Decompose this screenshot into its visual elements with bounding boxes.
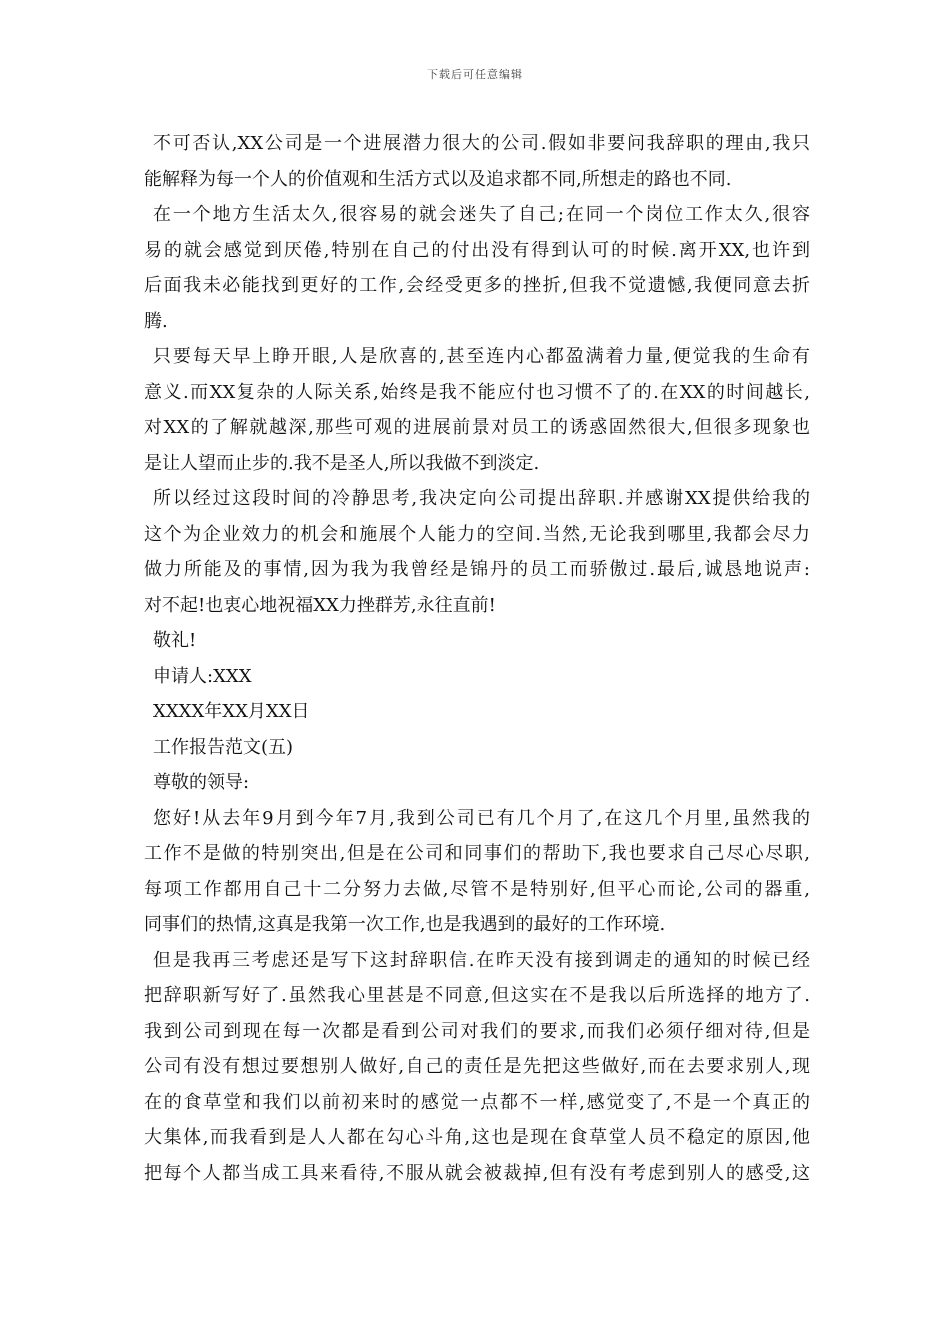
text-line: 所以经过这段时间的冷静思考,我决定向公司提出辞职.并感谢XX提供给我的 [153,488,810,509]
text-line: 对XX的了解就越深,那些可观的进展前景对员工的诱惑固然很大,但很多现象也 [144,417,810,438]
document-body [144,126,810,1191]
text-line: 申请人:XXX [153,665,252,687]
text-line: 敬礼! [153,630,197,651]
text-line: 这个为企业效力的机会和施展个人能力的空间.当然,无论我到哪里,我都会尽力 [144,523,810,545]
text-line: 工作不是做的特别突出,但是在公司和同事们的帮助下,我也要求自己尽心尽职, [144,843,810,864]
text-line: 大集体,而我看到是人人都在勾心斗角,这也是现在食草堂人员不稳定的原因,他 [144,1127,810,1148]
text-line: 每项工作都用自己十二分努力去做,尽管不是特别好,但平心而论,公司的器重, [144,878,810,900]
text-line: 能解释为每一个人的价值观和生活方式以及追求都不同,所想走的路也不同. [144,168,732,190]
text-line: 您好!从去年9月到今年7月,我到公司已有几个月了,在这几个月里,虽然我的 [153,807,810,829]
text-line: 做力所能及的事情,因为我为我曾经是锦丹的员工而骄傲过.最后,诚恳地说声: [144,559,810,580]
text-line: 工作报告范文(五) [153,736,294,758]
text-line: 后面我未必能找到更好的工作,会经受更多的挫折,但我不觉遗憾,我便同意去折 [144,275,810,296]
text-line: 公司有没有想过要想别人做好,自己的责任是先把这些做好,而在去要求别人,现 [144,1056,810,1077]
page-header: 下载后可任意编辑 [427,68,523,81]
text-line: 尊敬的领导: [153,772,250,793]
text-line: 易的就会感觉到厌倦,特别在自己的付出没有得到认可的时候.离开XX,也许到 [144,239,810,261]
text-line: 在的食草堂和我们以前初来时的感觉一点都不一样,感觉变了,不是一个真正的 [144,1091,810,1113]
text-line: 把辞职新写好了.虽然我心里甚是不同意,但这实在不是我以后所选择的地方了. [144,985,810,1006]
text-line: 同事们的热情,这真是我第一次工作,也是我遇到的最好的工作环境. [144,914,666,935]
text-line: 只要每天早上睁开眼,人是欣喜的,甚至连内心都盈满着力量,便觉我的生命有 [153,346,810,367]
text-line: 腾. [144,310,168,332]
text-line: 不可否认,XX公司是一个进展潜力很大的公司.假如非要问我辞职的理由,我只 [153,133,810,154]
text-line: 在一个地方生活太久,很容易的就会迷失了自己;在同一个岗位工作太久,很容 [153,204,810,225]
text-line: 是让人望而止步的.我不是圣人,所以我做不到淡定. [144,452,540,474]
text-line: XXXX年XX月XX日 [153,701,310,722]
text-line: 我到公司到现在每一次都是看到公司对我们的要求,而我们必须仔细对待,但是 [144,1020,810,1042]
text-line: 意义.而XX复杂的人际关系,始终是我不能应付也习惯不了的.在XX的时间越长, [144,381,810,403]
text-line: 把每个人都当成工具来看待,不服从就会被裁掉,但有没有考虑到别人的感受,这 [144,1162,810,1184]
text-line: 但是我再三考虑还是写下这封辞职信.在昨天没有接到调走的通知的时候已经 [153,949,810,971]
text-line: 对不起!也衷心地祝福XX力挫群芳,永往直前! [144,594,496,616]
